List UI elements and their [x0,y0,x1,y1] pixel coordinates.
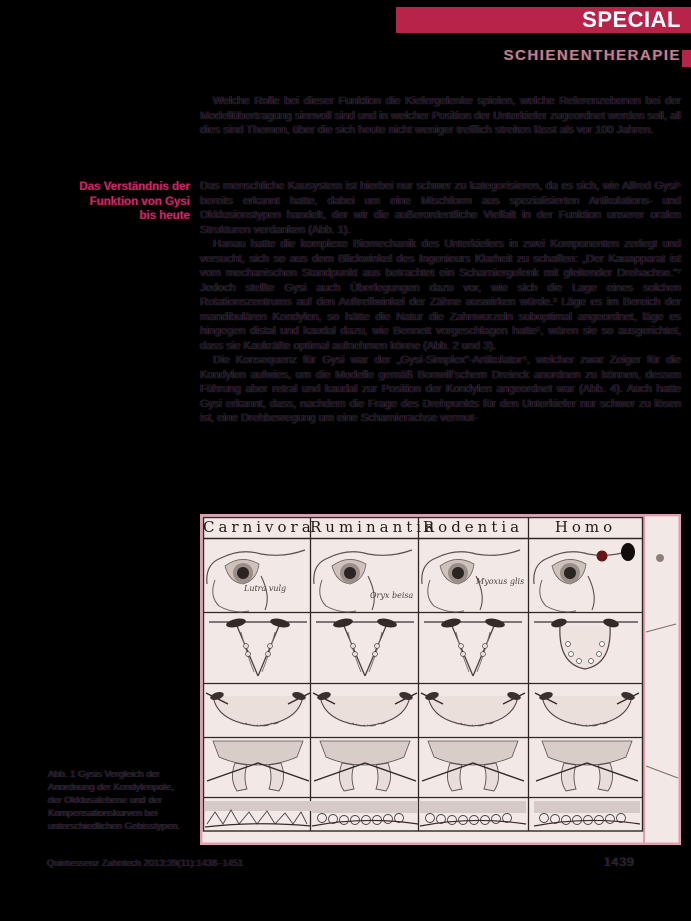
page-number: 1439 [604,855,635,869]
figure-artwork [200,514,681,845]
intro-paragraph: Welche Rolle bei dieser Funktion die Kiefergelenke spielen, welche Referenzebenen bei der Modellübertragung sinnvoll sind und in welcher Position der Unterkiefer zugeordnet werden soll, all dies sind Themen, über die sich heute nicht weniger trefflich streiten lässt als vor 100 Jahren. [200,95,681,136]
article-body [200,179,681,426]
figure-column-rodentia: Rodentia [422,518,524,536]
caption-line: der Okklusalebene und der [48,795,163,806]
body-paragraph: Hanau hatte die komplexe Biomechanik des Unterkiefers in zwei Komponenten zerlegt und versucht, sich so aus dem Blickwinkel des Ingenieurs Klarheit zu schaffen: „Der Kauapparat ist vom mechanischen Standpunkt aus betrachtet ein Scharniergelenk mit gleitender Drehachse.“⁷ Jedoch stellte Gysi auch Überlegungen dazu vor, wie sich die Lage eines solchen Rotationszentrums auf den Auftreffwinkel der Zähne auswirken würde.³ Läge es im Bereich der mandibulären Kondylen, so hätte die Natur die Zahnwurzeln suboptimal angeordnet, läge es hingegen distal und kaudal dazu, wie Bennett vorgeschlagen hatte¹, wären sie so ausgerichtet, dass sie Kaukräfte optimal aufnehmen könne (Abb. 2 und 3). [200,238,681,352]
homo-condyle-red-dot [597,551,608,562]
accent-square [682,50,691,67]
figure-column-carnivora: Carnivora [203,518,315,536]
figure-abb1 [200,514,681,845]
margin-heading-line: Das Verständnis der [79,181,190,193]
caption-line: Abb. 1 Gysis Vergleich der [48,769,160,780]
journal-reference: Quintessenz Zahntech 2013;39(11):1438–1451 [47,858,244,868]
section-title: SCHIENENTHERAPIE [503,47,681,64]
caption-line: Kompensationskurven bei [48,808,158,819]
figure-caption [48,768,208,833]
margin-heading [40,180,190,224]
margin-heading-line: Funktion von Gysi [89,195,190,208]
caption-line: unterschiedlichen Gebisstypen. [48,821,181,832]
figure-column-ruminantia: Ruminantia [310,518,439,536]
body-paragraph: Die Konsequenz für Gysi war der „Gysi-Simplex“-Artikulator⁴, welcher zwar Zeiger für die Kondylen aufwies, um die Modelle gemäß Bonwill’schem Dreieck anordnen zu können, dessen Führung aber retral und kaudal zur Position der Kondylen angeordnet war (Abb. 4). Auch hatte Gysi erkannt, dass, nachdem die Frage des Drehpunkts für den Unterkiefer nur schwer zu lösen ist, eine Drehbewegung um eine Scharnierachse vermut- [200,354,681,424]
homo-condyle-dot [621,543,635,561]
figure-column-homo: Homo [554,518,617,536]
species-label-lutra: Lutra vulg [244,584,287,593]
caption-line: Anordnung der Kondylenpole, [48,782,174,793]
margin-heading-line: bis heute [139,210,190,222]
special-banner-bar [396,7,691,33]
special-banner-title: SPECIAL [582,7,681,32]
species-label-oryx: Oryx beisa [370,591,414,600]
body-paragraph: Das menschliche Kausystem ist hierbei nur schwer zu kategorisieren, da es sich, wie Alfred Gysi⁵ bereits erkannt hatte, dabei um eine Mischform aus spezialisierten Artikulations- und Okklusionstypen handelt, der wir die außerordentliche Vielfalt in der Funktion unserer oralen Strukturen verdanken (Abb. 1). [200,180,681,236]
species-label-myoxus: Myoxus glis [476,577,525,586]
